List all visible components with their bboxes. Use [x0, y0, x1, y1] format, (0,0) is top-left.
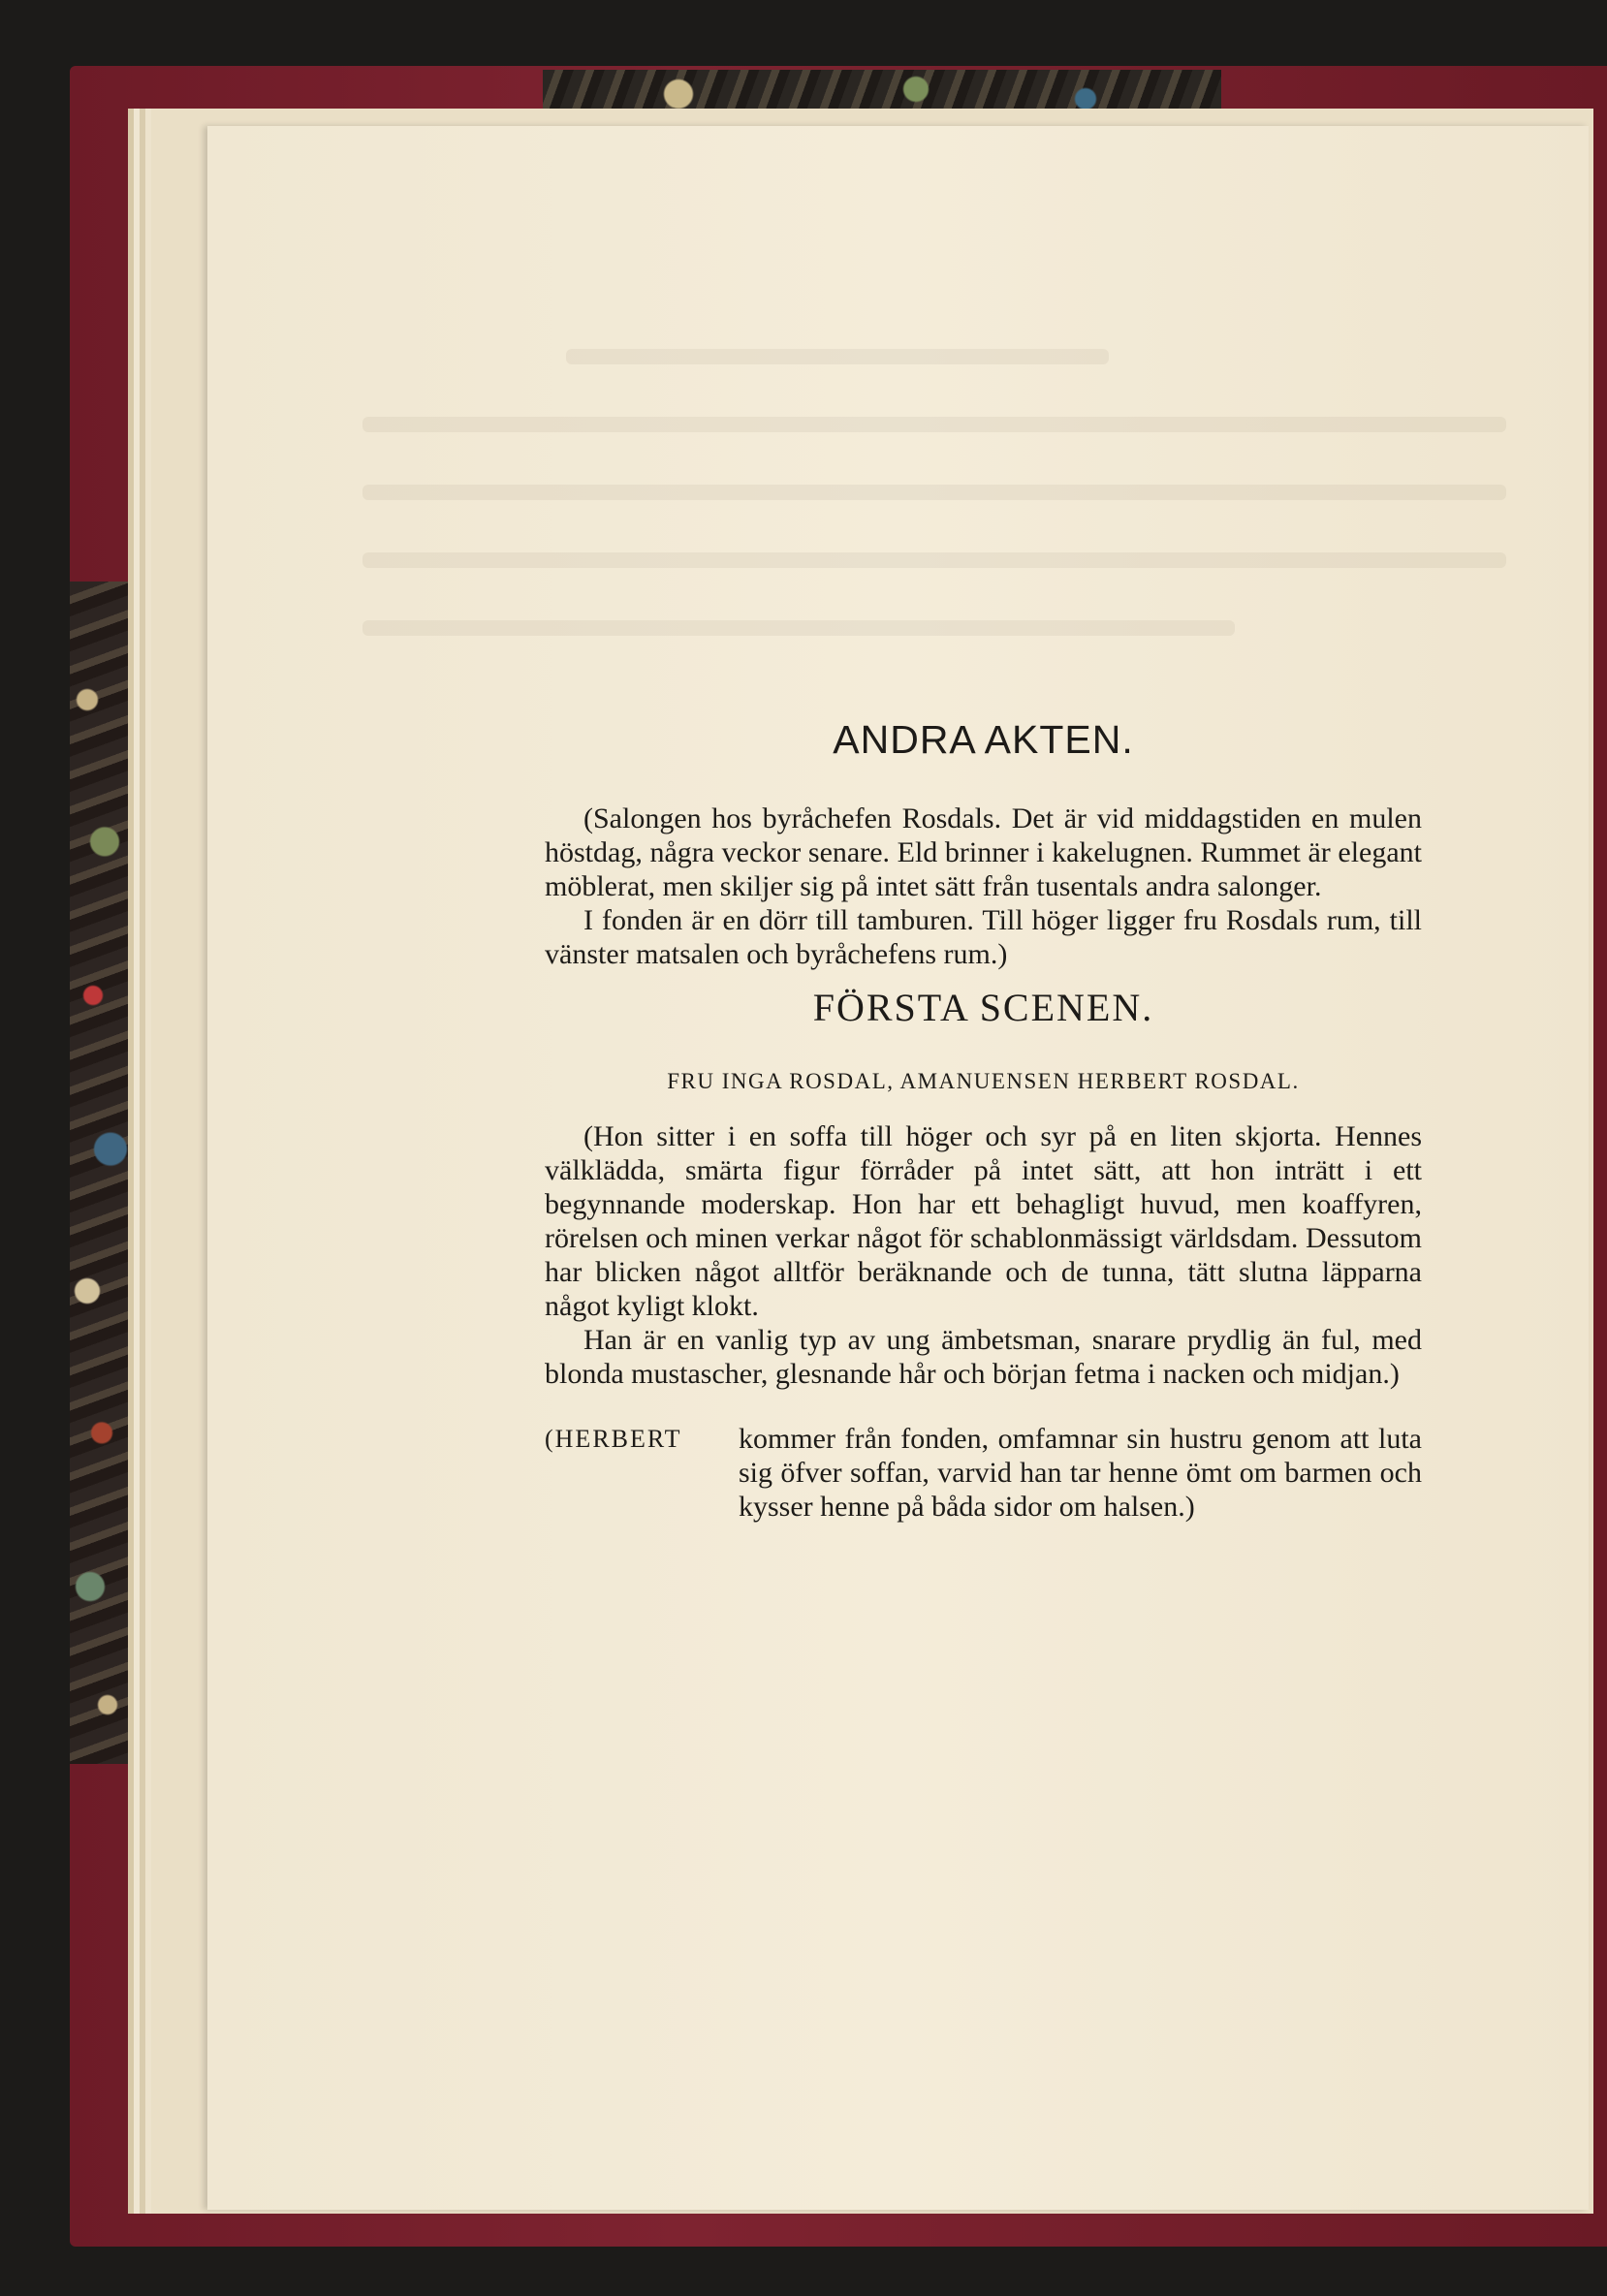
- marbled-endpaper-left: [70, 582, 128, 1764]
- stage-action: [545, 1422, 1422, 1524]
- action-speaker: (HERBERT: [545, 1425, 682, 1453]
- show-through: [362, 552, 1506, 568]
- cast-list: FRU INGA ROSDAL, AMANUENSEN HERBERT ROSDAL.: [667, 1069, 1300, 1093]
- stage-direction: I fonden är en dörr till tamburen. Till höger ligger fru Rosdals rum, till vänster matsalen och byråchefens rum.): [545, 904, 1422, 970]
- scene-title: FÖRSTA SCENEN.: [812, 986, 1154, 1029]
- stage-direction: (Salongen hos byråchefen Rosdals. Det är vid middagstiden en mulen höstdag, några veckor senare. Eld brinner i kakelugnen. Rummet är elegant möblerat, men skiljer sig på intet sätt från tusentals andra salonger.: [545, 802, 1422, 902]
- page-text: [545, 717, 1422, 1524]
- show-through: [566, 349, 1109, 364]
- show-through: [362, 620, 1235, 636]
- show-through: [362, 485, 1506, 500]
- show-through: [362, 417, 1506, 432]
- action-text: kommer från fonden, omfamnar sin hustru genom att luta sig öfver soffan, varvid han tar henne ömt om barmen och kysser henne på båda sidor om halsen.): [739, 1423, 1422, 1523]
- character-description: (Hon sitter i en soffa till höger och syr på en liten skjorta. Hennes välklädda, smärta figur förråder på intet sätt, att hon inträtt i ett begynnande moderskap. Hon har ett behagligt huvud, men koaffyren, rörelsen och minen verkar något för schablonmässigt världsdam. Dessutom har blicken något alltför beräknande och de tunna, tätt slutna läpparna något kyligt klokt.: [545, 1120, 1422, 1322]
- character-description: Han är en vanlig typ av ung ämbetsman, snarare prydlig än ful, med blonda mustascher, glesnande hår och början fetma i nacken och midjan.): [545, 1324, 1422, 1390]
- act-title: ANDRA AKTEN.: [833, 717, 1134, 762]
